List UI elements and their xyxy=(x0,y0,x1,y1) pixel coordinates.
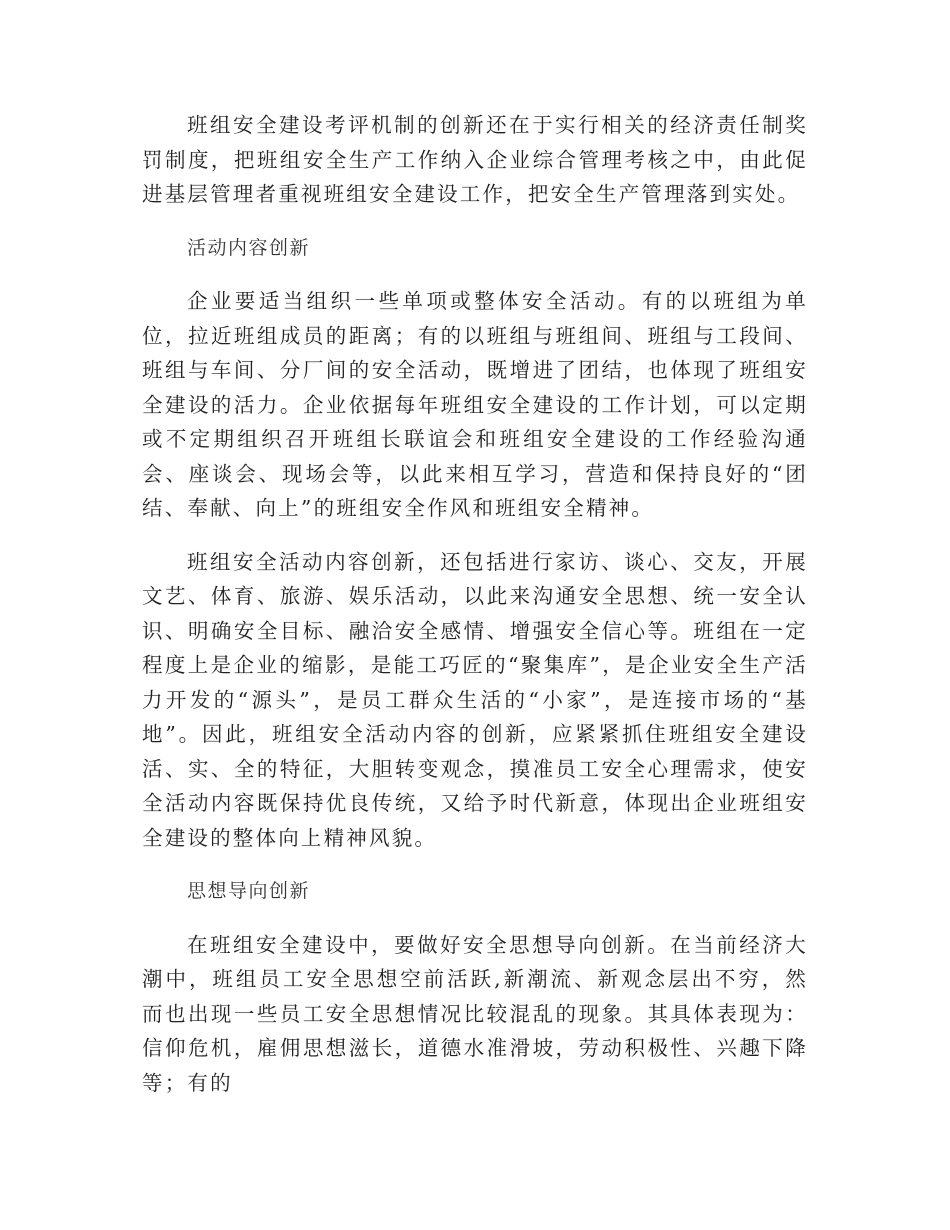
paragraph-safety-activities: 企业要适当组织一些单项或整体安全活动。有的以班组为单位，拉近班组成员的距离；有的以班组与班组间、班组与工段间、班组与车间、分厂间的安全活动，既增进了团结，也体现了班组安全建设的活力。企业依据每年班组安全建设的工作计划，可以定期或不定期组织召开班组长联谊会和班组安全建设的工作经验沟通会、座谈会、现场会等，以此来相互学习，营造和保持良好的“团结、奉献、向上”的班组安全作风和班组安全精神。 xyxy=(142,289,808,520)
section-heading-activity-content: 活动内容创新 xyxy=(187,236,311,259)
paragraph-activity-innovation: 班组安全活动内容创新，还包括进行家访、谈心、交友，开展文艺、体育、旅游、娱乐活动，以此来沟通安全思想、统一安全认识、明确安全目标、融洽安全感情、增强安全信心等。班组在一定程度上是企业的缩影，是能工巧匠的“聚集库”，是企业安全生产活力开发的“源头”，是员工群众生活的“小家”，是连接市场的“基地”。因此，班组安全活动内容的创新，应紧紧抓住班组安全建设活、实、全的特征，大胆转变观念，摸准员工安全心理需求，使安全活动内容既保持优良传统，又给予时代新意，体现出企业班组安全建设的整体向上精神风貌。 xyxy=(142,549,808,850)
paragraph-thought-guidance: 在班组安全建设中，要做好安全思想导向创新。在当前经济大潮中，班组员工安全思想空前活跃,新潮流、新观念层出不穷，然而也出现一些员工安全思想情况比较混乱的现象。其具体表现为：信仰危机，雇佣思想滋长，道德水准滑坡，劳动积极性、兴趣下降等；有的 xyxy=(142,932,808,1095)
paragraph-assessment-mechanism: 班组安全建设考评机制的创新还在于实行相关的经济责任制奖罚制度，把班组安全生产工作纳入企业综合管理考核之中，由此促进基层管理者重视班组安全建设工作，把安全生产管理落到实处。 xyxy=(142,113,808,206)
document-body xyxy=(142,108,808,1119)
section-heading-thought-guidance: 思想导向创新 xyxy=(187,880,311,902)
